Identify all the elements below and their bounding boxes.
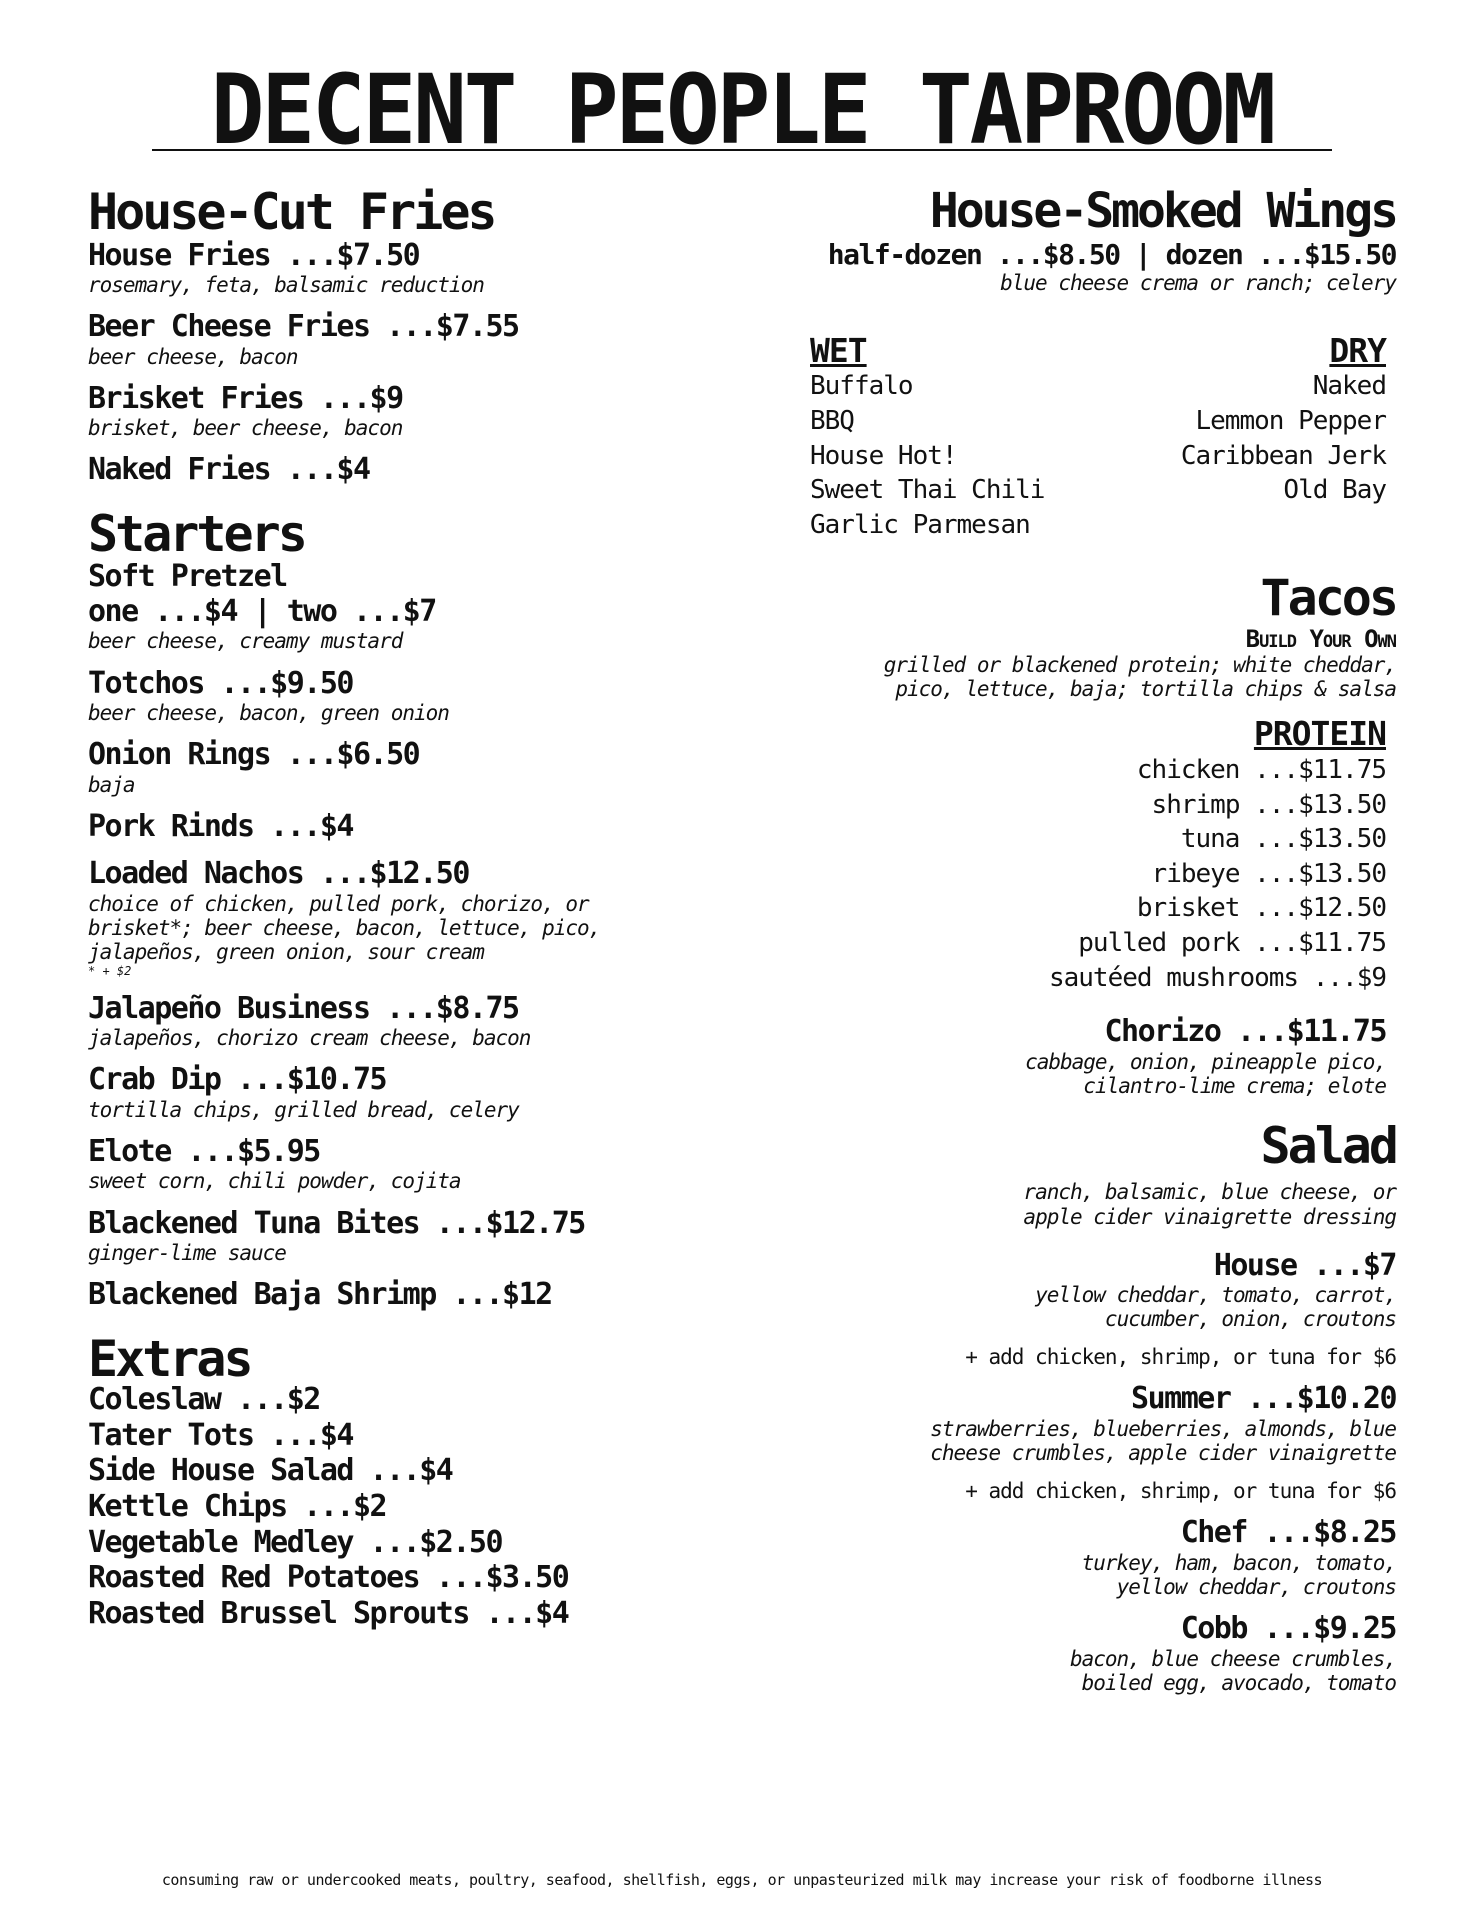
section-heading-extras: Extras (88, 1329, 251, 1388)
item-name: Jalapeño Business ...$8.75 (88, 990, 519, 1026)
wet-label: WET (810, 330, 867, 370)
wings-section (800, 183, 1396, 542)
item-description-line: strawberries, blueberries, almonds, blue (930, 1416, 1396, 1441)
extras-item: Vegetable Medley ...$2.50 (88, 1524, 503, 1560)
extras-item: Roasted Red Potatoes ...$3.50 (88, 1560, 569, 1596)
extras-item: Tater Tots ...$4 (88, 1417, 353, 1453)
item-description-line: brisket*; beer cheese, bacon, lettuce, pico, (88, 915, 601, 940)
item-name: Cobb ...$9.25 (1180, 1611, 1396, 1647)
section-heading-salad: Salad (1260, 1116, 1396, 1175)
item-name: Naked Fries ...$4 (88, 452, 370, 488)
protein-item: chicken ...$11.75 (1136, 755, 1386, 786)
item-description: baja (88, 772, 135, 797)
item-name: Pork Rinds ...$4 (88, 808, 353, 844)
item-description-line: yellow cheddar, tomato, carrot, (1035, 1283, 1396, 1308)
item-name: House Fries ...$7.50 (88, 237, 420, 273)
menu-item (88, 992, 688, 1051)
flavor-item: Caribbean Jerk (1180, 440, 1386, 471)
item-description-line: yellow cheddar, croutons (1116, 1574, 1396, 1599)
menu-item (88, 382, 688, 441)
menu-item (800, 1612, 1396, 1695)
item-description: sweet corn, chili powder, cojita (88, 1169, 461, 1194)
item-description-line: cucumber, onion, croutons (1104, 1307, 1396, 1332)
tacos-section (800, 569, 1396, 1098)
salad-section (800, 1116, 1396, 1695)
flavor-item: Lemmon Pepper (1195, 406, 1386, 437)
item-name: Chef ...$8.25 (1180, 1515, 1396, 1551)
section-heading-wings: House-Smoked Wings (929, 183, 1396, 239)
menu-item (800, 1516, 1396, 1599)
menu-item (88, 1207, 688, 1266)
dry-label: DRY (1329, 330, 1386, 370)
menu-item (88, 1063, 688, 1122)
item-description: jalapeños, chorizo cream cheese, bacon (88, 1026, 531, 1051)
item-name: House ...$7 (1213, 1247, 1396, 1283)
extras-item: Kettle Chips ...$2 (88, 1489, 387, 1524)
item-description: beer cheese, creamy mustard (88, 629, 403, 654)
item-name: Crab Dip ...$10.75 (88, 1062, 387, 1098)
dry-flavors (1181, 332, 1386, 543)
item-name: Blackened Baja Shrimp ...$12 (88, 1277, 552, 1313)
extras-item: Side House Salad ...$4 (88, 1453, 453, 1489)
flavor-item: Buffalo (810, 371, 913, 402)
protein-item: ribeye ...$13.50 (1151, 858, 1386, 889)
item-description-line: jalapeños, green onion, sour cream (88, 940, 484, 965)
salad-description-line: apple cider vinaigrette dressing (1023, 1204, 1396, 1229)
menu-item (88, 560, 688, 653)
salad-description-line: ranch, balsamic, blue cheese, or (1023, 1180, 1396, 1205)
item-footnote: * + $2 (88, 964, 132, 979)
menu-item (88, 1135, 688, 1194)
protein-item: sautéed mushrooms ...$9 (1048, 962, 1386, 993)
item-description-line: cheese crumbles, apple cider vinaigrette (930, 1441, 1396, 1466)
salad-addon: + add chicken, shrimp, or tuna for $6 (965, 1345, 1396, 1370)
menu-item (800, 1382, 1396, 1503)
flavor-item: Naked (1312, 371, 1386, 402)
item-description: ginger-lime sauce (88, 1241, 286, 1266)
tacos-description-line: grilled or blackened protein; white cheddar, (883, 652, 1396, 677)
item-description: tortilla chips, grilled bread, celery (88, 1097, 519, 1122)
item-name: Chorizo ...$11.75 (1104, 1014, 1386, 1050)
item-name: Elote ...$5.95 (88, 1133, 320, 1169)
menu-item (800, 1015, 1386, 1098)
item-name: Totchos ...$9.50 (88, 665, 353, 701)
title-underline (152, 149, 1332, 151)
menu-item (88, 310, 688, 369)
left-column (88, 183, 688, 1634)
extras-item: Coleslaw ...$2 (88, 1382, 320, 1418)
item-description-line: boiled egg, avocado, tomato (1081, 1670, 1396, 1695)
tacos-description-line: pico, lettuce, baja; tortilla chips & salsa (895, 677, 1396, 701)
menu-item (88, 738, 688, 797)
item-name: Soft Pretzel (88, 559, 287, 595)
menu-item (88, 453, 688, 488)
item-description-line: bacon, blue cheese crumbles, (1069, 1646, 1396, 1671)
protein-item: tuna ...$13.50 (1180, 824, 1386, 855)
flavor-item: Old Bay (1283, 475, 1386, 506)
flavor-item: Sweet Thai Chili (810, 475, 1045, 506)
flavor-item: House Hot! (810, 440, 957, 471)
item-name: Onion Rings ...$6.50 (88, 737, 420, 773)
right-column (800, 183, 1396, 1708)
house-cut-fries-section (88, 183, 688, 488)
menu-item (88, 239, 688, 298)
item-name: Beer Cheese Fries ...$7.55 (88, 309, 519, 345)
item-description: rosemary, feta, balsamic reduction (88, 273, 484, 297)
item-description-line: turkey, ham, bacon, tomato, (1081, 1550, 1396, 1575)
item-description-line: cilantro-lime crema; elote (1083, 1073, 1386, 1098)
protein-list (800, 715, 1396, 1098)
tacos-subtitle: Build Your Own (1245, 624, 1396, 653)
protein-item: shrimp ...$13.50 (1151, 789, 1386, 820)
item-description: beer cheese, bacon (88, 344, 298, 369)
extras-item: Roasted Brussel Sprouts ...$4 (88, 1595, 569, 1631)
item-name: Blackened Tuna Bites ...$12.75 (88, 1205, 585, 1241)
section-heading-starters: Starters (88, 504, 305, 563)
extras-section (88, 1329, 688, 1631)
section-heading-fries: House-Cut Fries (88, 183, 495, 241)
protein-item: brisket ...$12.50 (1136, 893, 1386, 924)
item-description: brisket, beer cheese, bacon (88, 416, 403, 441)
wet-flavors (810, 332, 1044, 543)
menu-item (88, 857, 688, 978)
wing-flavors (800, 332, 1396, 543)
section-heading-tacos: Tacos (1260, 569, 1396, 628)
menu-item (800, 1249, 1396, 1370)
wings-price: half-dozen ...$8.50 | dozen ...$15.50 (827, 238, 1396, 272)
item-description: beer cheese, bacon, green onion (88, 701, 449, 726)
protein-label: PROTEIN (1253, 714, 1386, 754)
flavor-item: BBQ (810, 406, 854, 437)
item-name: Loaded Nachos ...$12.50 (88, 856, 469, 892)
wings-description: blue cheese crema or ranch; celery (1000, 271, 1396, 296)
item-description-line: choice of chicken, pulled pork, chorizo, or (88, 891, 589, 916)
item-price: one ...$4 | two ...$7 (88, 593, 436, 629)
flavor-item: Garlic Parmesan (810, 509, 1030, 540)
item-name: Summer ...$10.20 (1131, 1381, 1396, 1417)
item-description-line: cabbage, onion, pineapple pico, (1025, 1049, 1386, 1074)
item-name: Brisket Fries ...$9 (88, 380, 403, 416)
page-title: DECENT PEOPLE TAPROOM (210, 53, 1274, 166)
food-safety-disclaimer: consuming raw or undercooked meats, poultry, seafood, shellfish, eggs, or unpasteurized milk may increase your risk of foodborne illness (161, 1871, 1323, 1889)
starters-section (88, 504, 688, 1313)
protein-item: pulled pork ...$11.75 (1078, 927, 1386, 958)
salad-addon: + add chicken, shrimp, or tuna for $6 (965, 1479, 1396, 1504)
menu-item (88, 667, 688, 726)
menu-item (88, 810, 688, 845)
menu-item (88, 1278, 688, 1313)
